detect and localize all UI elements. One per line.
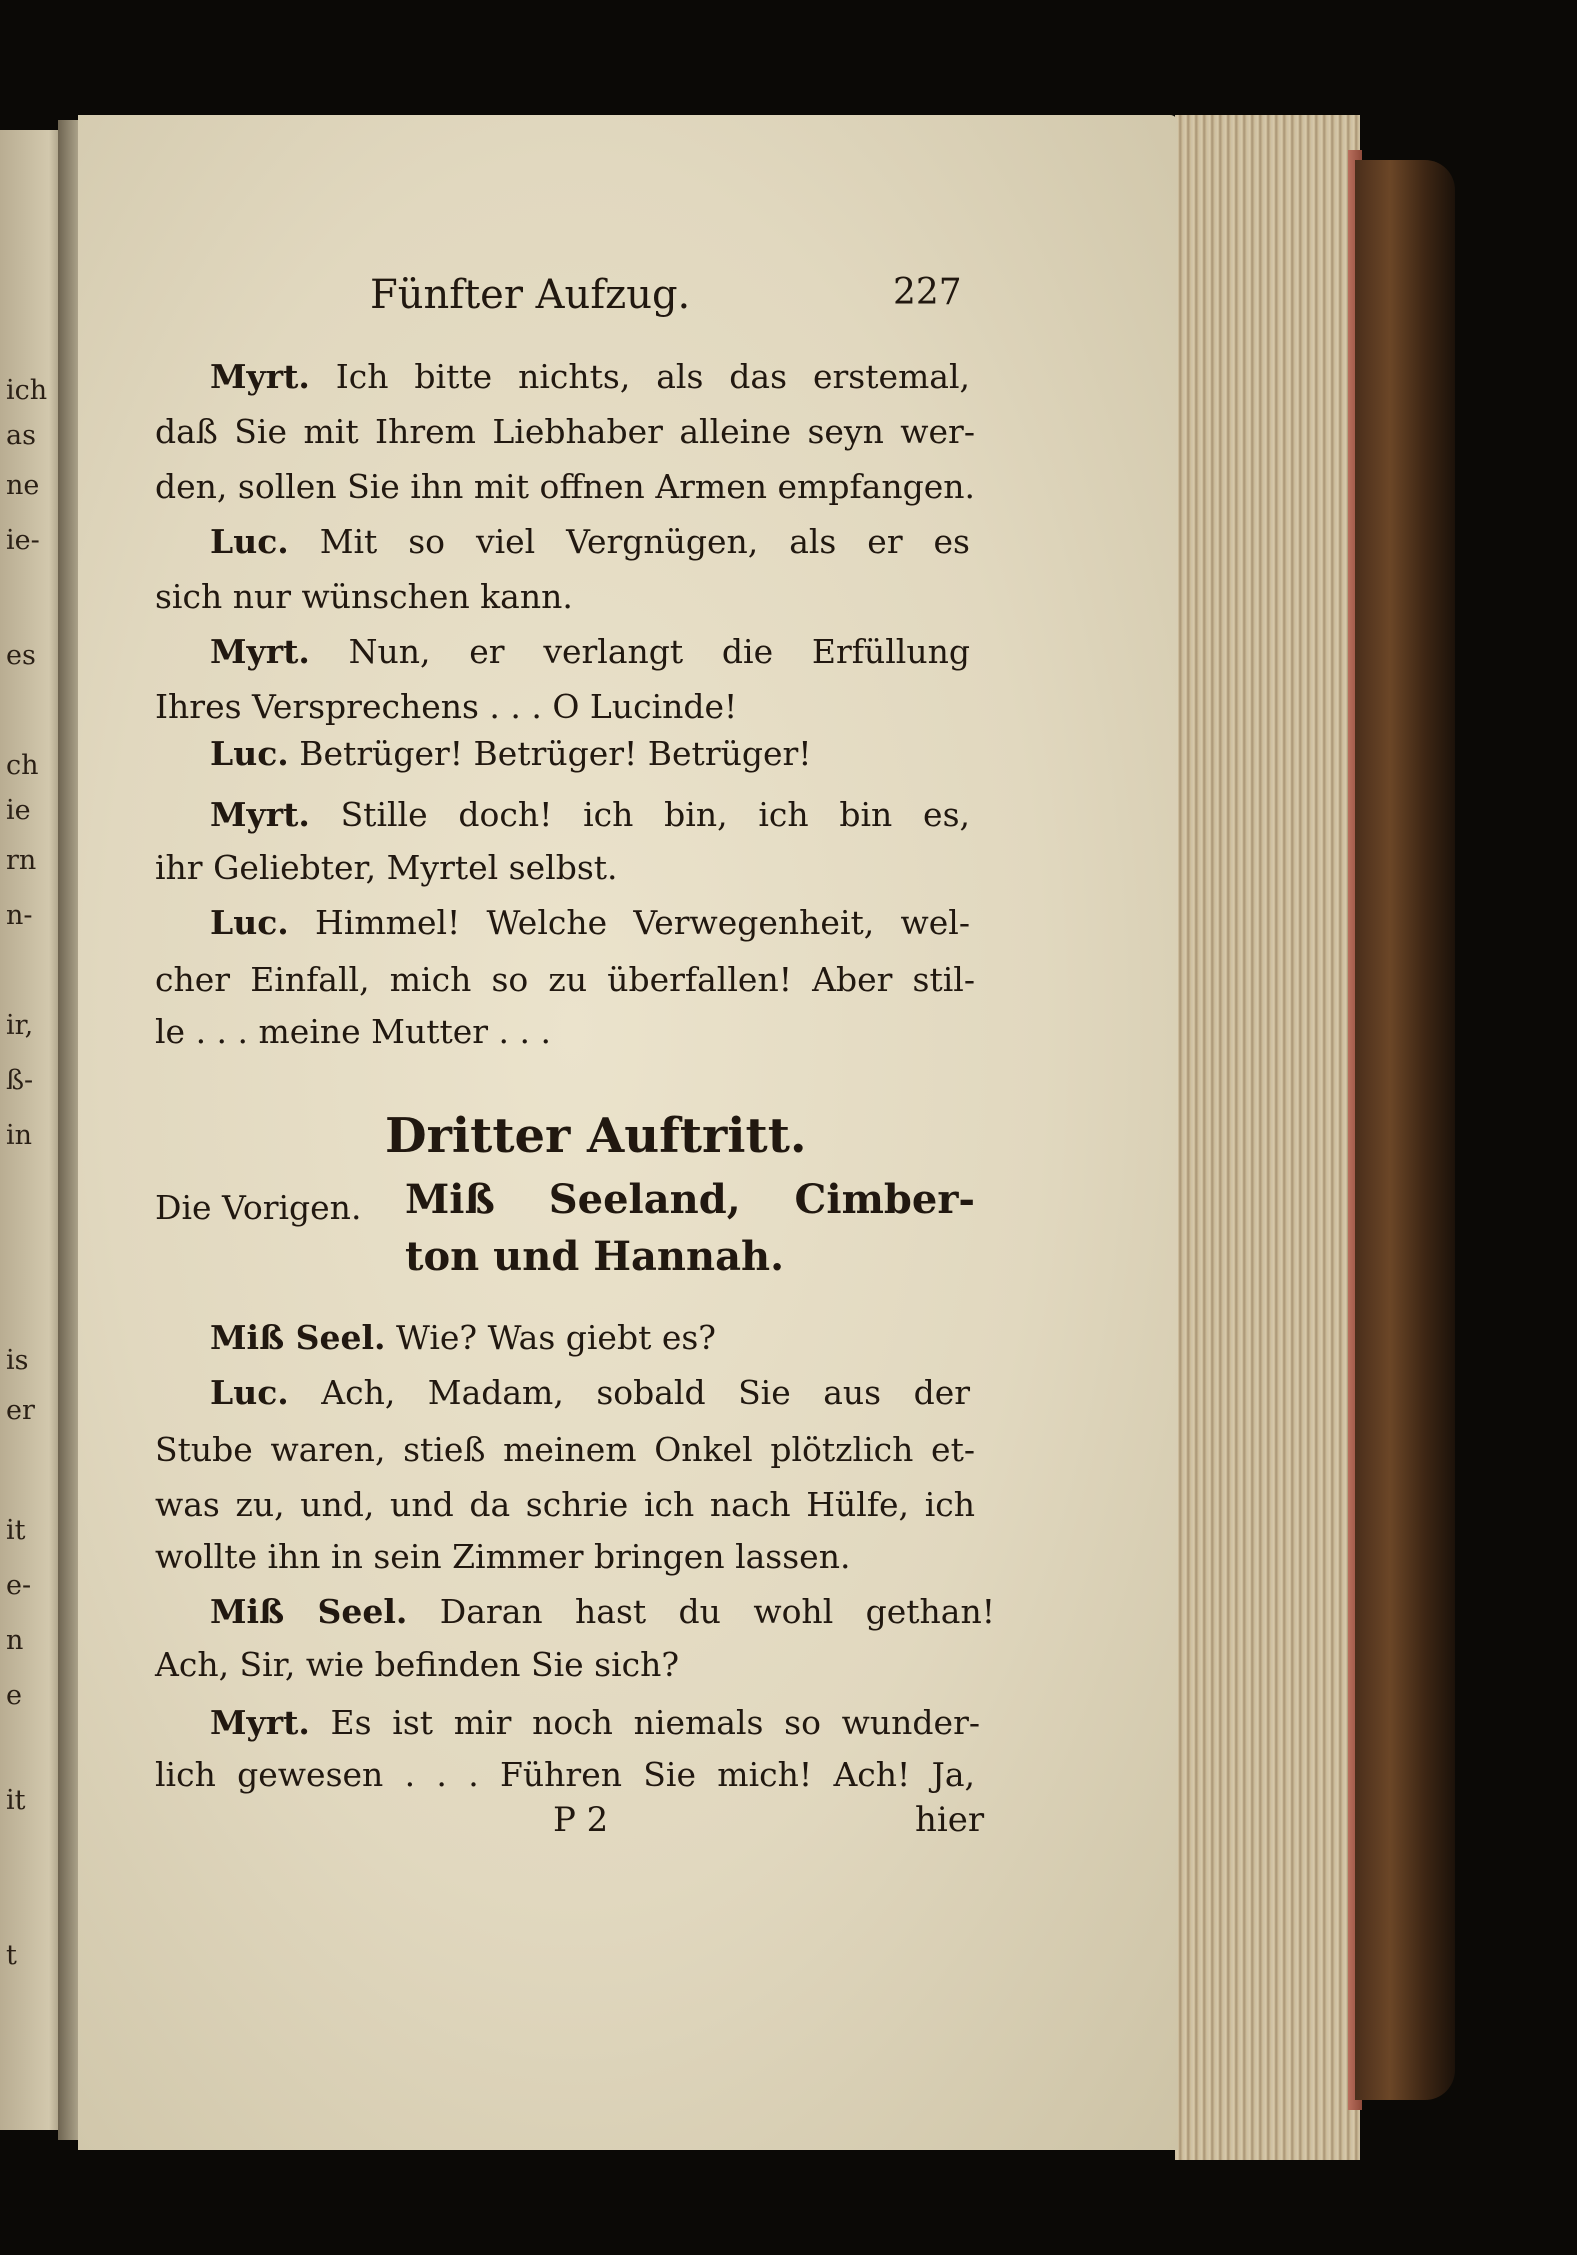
cast-line-2: ton und Hannah.: [405, 1233, 785, 1280]
line-text: Stille doch! ich bin, ich bin es,: [340, 795, 970, 834]
text-line: [210, 1373, 970, 1413]
prev-fragment: ch: [6, 750, 39, 781]
prev-fragment: ie: [6, 795, 31, 826]
speaker: Miß Seel.: [210, 1318, 386, 1357]
text-line: Stube waren, stieß meinem Onkel plötzlich et-: [155, 1430, 975, 1469]
text-line: [210, 903, 970, 943]
speaker: Luc.: [210, 903, 289, 942]
line-text: Nun, er verlangt die Erfüllung: [348, 632, 970, 671]
text-line: den, sollen Sie ihn mit offnen Armen empfangen.: [155, 467, 975, 506]
line-text: Daran hast du wohl gethan!: [439, 1592, 995, 1631]
text-line: [210, 734, 970, 774]
text-line: [210, 1318, 970, 1358]
text-line: [210, 632, 970, 672]
text-line: [210, 357, 970, 397]
prev-fragment: is: [6, 1345, 29, 1376]
text-line: daß Sie mit Ihrem Liebhaber alleine seyn wer-: [155, 412, 975, 451]
line-text: Himmel! Welche Verwegenheit, wel-: [315, 903, 970, 942]
prev-fragment: n-: [6, 900, 33, 931]
signature-mark: P 2: [553, 1800, 609, 1840]
prev-fragment: ß-: [6, 1065, 34, 1096]
leather-cover: [1355, 160, 1455, 2100]
running-header: Fünfter Aufzug.: [370, 272, 691, 318]
prev-fragment: es: [6, 640, 36, 671]
text-line: Ihres Versprechens . . . O Lucinde!: [155, 687, 738, 726]
speaker: Myrt.: [210, 1703, 310, 1742]
prev-fragment: ich: [6, 375, 48, 406]
prev-fragment: er: [6, 1395, 35, 1426]
speaker: Luc.: [210, 522, 289, 561]
speaker: Myrt.: [210, 632, 310, 671]
text-line: le . . . meine Mutter . . .: [155, 1012, 551, 1051]
prev-fragment: e: [6, 1680, 22, 1711]
page-edges: [1175, 115, 1360, 2160]
text-line: sich nur wünschen kann.: [155, 577, 573, 616]
scene-heading: Dritter Auftritt.: [385, 1108, 807, 1164]
text-line: [210, 522, 970, 562]
prev-fragment: it: [6, 1785, 26, 1816]
prev-fragment: ne: [6, 470, 40, 501]
line-text: Es ist mir noch niemals so wunder-: [330, 1703, 980, 1742]
line-text: Ach, Madam, sobald Sie aus der: [321, 1373, 970, 1412]
prev-fragment: n: [6, 1625, 24, 1656]
speaker: Luc.: [210, 1373, 289, 1412]
text-line: ihr Geliebter, Myrtel selbst.: [155, 848, 618, 887]
catchword: hier: [915, 1800, 985, 1840]
prev-fragment: t: [6, 1940, 17, 1971]
cast-line-1: Miß Seeland, Cimber-: [405, 1176, 975, 1223]
line-text: Ich bitte nichts, als das erstemal,: [335, 357, 970, 396]
prev-fragment: ir,: [6, 1010, 34, 1041]
text-line: was zu, und, und da schrie ich nach Hülfe, ich: [155, 1485, 975, 1524]
speaker: Myrt.: [210, 357, 310, 396]
text-line: lich gewesen . . . Führen Sie mich! Ach! Ja,: [155, 1755, 975, 1794]
prev-fragment: rn: [6, 845, 37, 876]
text-line: [210, 1592, 995, 1632]
page-number: 227: [893, 272, 962, 313]
line-text: Mit so viel Vergnügen, als er es: [319, 522, 970, 561]
prev-fragment: ie-: [6, 525, 40, 556]
prev-fragment: in: [6, 1120, 33, 1151]
text-line: [210, 795, 970, 835]
prev-fragment: as: [6, 420, 36, 451]
prev-fragment: it: [6, 1515, 26, 1546]
speaker: Luc.: [210, 734, 289, 773]
prev-fragment: e-: [6, 1570, 32, 1601]
text-line: wollte ihn in sein Zimmer bringen lassen.: [155, 1537, 851, 1576]
line-text: Betrüger! Betrüger! Betrüger!: [299, 734, 812, 773]
text-line: Ach, Sir, wie befinden Sie sich?: [155, 1645, 680, 1684]
cast-left: Die Vorigen.: [155, 1188, 362, 1227]
line-text: Wie? Was giebt es?: [395, 1318, 716, 1357]
text-line: cher Einfall, mich so zu überfallen! Aber stil-: [155, 960, 975, 999]
speaker: Miß Seel.: [210, 1592, 408, 1631]
speaker: Myrt.: [210, 795, 310, 834]
text-line: [210, 1703, 980, 1743]
